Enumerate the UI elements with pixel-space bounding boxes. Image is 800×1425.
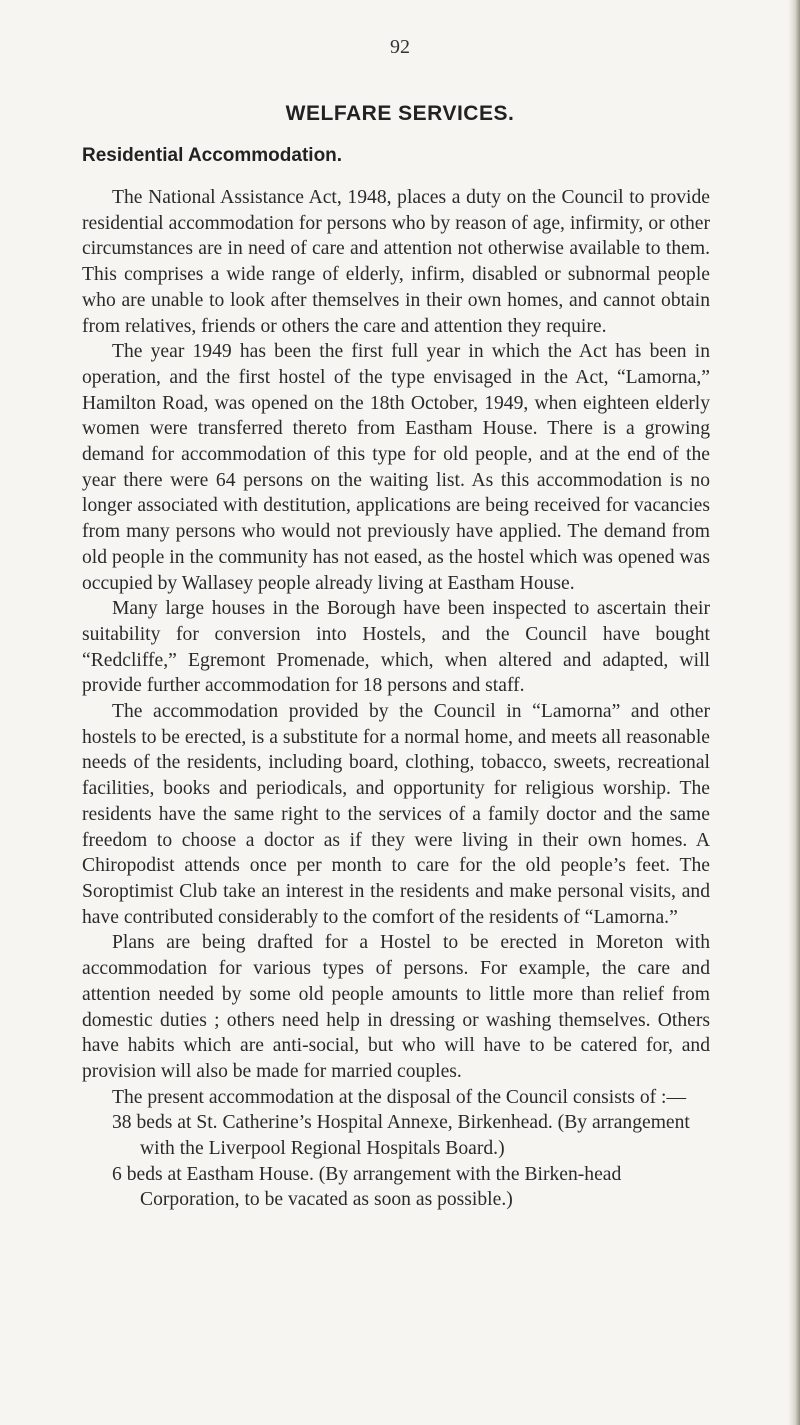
list-item: 6 beds at Eastham House. (By arrangement with the Birken-head Corporation, to be vacated as soon as possible.): [112, 1163, 622, 1211]
section-heading: Residential Accommodation.: [82, 145, 343, 166]
page-title: WELFARE SERVICES.: [285, 102, 515, 125]
paragraph: The present accommodation at the disposal of the Council consists of :—: [112, 1086, 687, 1108]
page-number: 92: [390, 36, 410, 58]
paragraph: Many large houses in the Borough have been inspected to ascertain their suitability for conversion into Hostels, and the Council have bought “Redcliffe,” Egremont Promenade, which, when altered and adapted, will provide further accommodation for 18 persons and staff.: [82, 598, 710, 697]
page-edge-shadow: [788, 0, 800, 1425]
body-text: [82, 185, 710, 1213]
paragraph: Plans are being drafted for a Hostel to be erected in Moreton with accommodation for various types of persons. For example, the care and attention needed by some old people amounts to little more than relief from domestic duties ; others need help in dressing or washing themselves. Others have habits which are anti-social, but who will have to be catered for, and provision will also be made for married couples.: [82, 932, 710, 1082]
paragraph: The National Assistance Act, 1948, places a duty on the Council to provide residential accommodation for persons who by reason of age, infirmity, or other circumstances are in need of care and attention not otherwise available to them. This comprises a wide range of elderly, infirm, disabled or subnormal people who are unable to look after themselves in their own homes, and cannot obtain from relatives, friends or others the care and attention they require.: [82, 187, 710, 337]
paragraph: The year 1949 has been the first full year in which the Act has been in operation, and the first hostel of the type envisaged in the Act, “Lamorna,” Hamilton Road, was opened on the 18th October, 1949, when eighteen elderly women were transferred thereto from Eastham House. There is a growing demand for accommodation of this type for old people, and at the end of the year there were 64 persons on the waiting list. As this accommodation is no longer associated with destitution, applications are being received for vacancies from many persons who would not previously have applied. The demand from old people in the community has not eased, as the hostel which was opened was occupied by Wallasey people already living at Eastham House.: [82, 341, 710, 594]
list-item: 38 beds at St. Catherine’s Hospital Annexe, Birkenhead. (By arrangement with the Liverpool Regional Hospitals Board.): [112, 1112, 690, 1160]
paragraph: The accommodation provided by the Council in “Lamorna” and other hostels to be erected, is a substitute for a normal home, and meets all reasonable needs of the residents, including board, clothing, tobacco, sweets, recreational facilities, books and periodicals, and opportunity for religious worship. The residents have the same right to the services of a family doctor and the same freedom to choose a doctor as if they were living in their own homes. A Chiropodist attends once per month to care for the old people’s feet. The Soroptimist Club take an interest in the residents and make personal visits, and have contributed considerably to the comfort of the residents of “Lamorna.”: [82, 701, 710, 928]
